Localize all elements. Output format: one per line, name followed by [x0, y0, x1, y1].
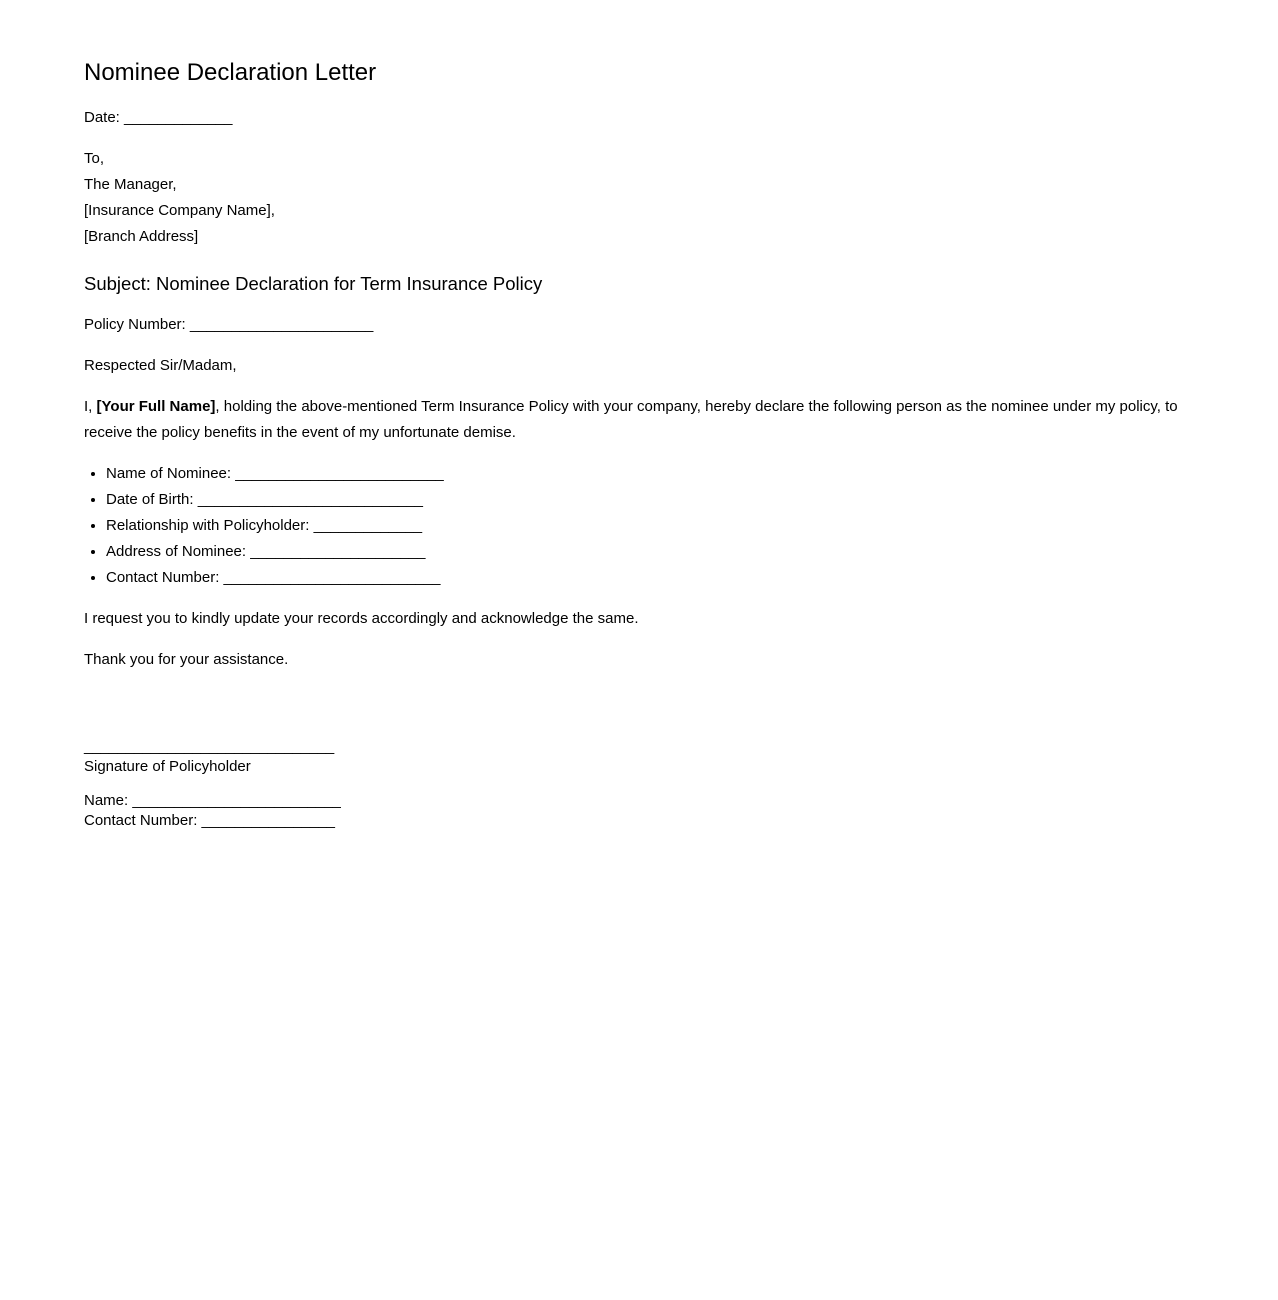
- salutation: Respected Sir/Madam,: [84, 357, 237, 374]
- declaration-suffix: , holding the above-mentioned Term Insurance Policy with your company, hereby declare the following person as the nominee under my policy, to receive the policy benefits in the event of my unfortunate demise.: [84, 398, 1178, 441]
- nominee-detail-contact: • Contact Number: __________________________: [106, 565, 1184, 591]
- declaration-prefix: I,: [84, 398, 97, 415]
- nominee-details-list: [84, 461, 1184, 591]
- request-line: I request you to kindly update your records accordingly and acknowledge the same.: [84, 610, 639, 627]
- subject-line: Subject: Nominee Declaration for Term Insurance Policy: [84, 273, 543, 294]
- recipient-line-company: [Insurance Company Name],: [84, 202, 275, 219]
- signatory-name-line: Name: _________________________: [84, 792, 341, 809]
- signatory-contact-block: [84, 791, 1184, 831]
- nominee-detail-address: • Address of Nominee: _____________________: [106, 539, 1184, 565]
- date-line: Date: _____________: [84, 109, 233, 126]
- nominee-detail-name: • Name of Nominee: _________________________: [106, 461, 1184, 487]
- thanks-line: Thank you for your assistance.: [84, 651, 289, 668]
- nominee-detail-dob: • Date of Birth: ___________________________: [106, 487, 1184, 513]
- signatory-contact-line: Contact Number: ________________: [84, 812, 336, 829]
- recipient-block: [84, 146, 1184, 250]
- recipient-line-address: [Branch Address]: [84, 228, 199, 245]
- declaration-paragraph: [84, 394, 1184, 446]
- signature-block: [84, 737, 1184, 777]
- nominee-detail-relationship: • Relationship with Policyholder: _____________: [106, 513, 1184, 539]
- letter-title: Nominee Declaration Letter: [84, 59, 377, 86]
- policy-number-line: Policy Number: ______________________: [84, 316, 374, 333]
- policyholder-name-placeholder: [Your Full Name]: [96, 398, 216, 415]
- recipient-line-manager: The Manager,: [84, 176, 177, 193]
- recipient-line-to: To,: [84, 150, 105, 167]
- signature-label: Signature of Policyholder: [84, 758, 251, 775]
- signature-line: ______________________________: [84, 738, 335, 755]
